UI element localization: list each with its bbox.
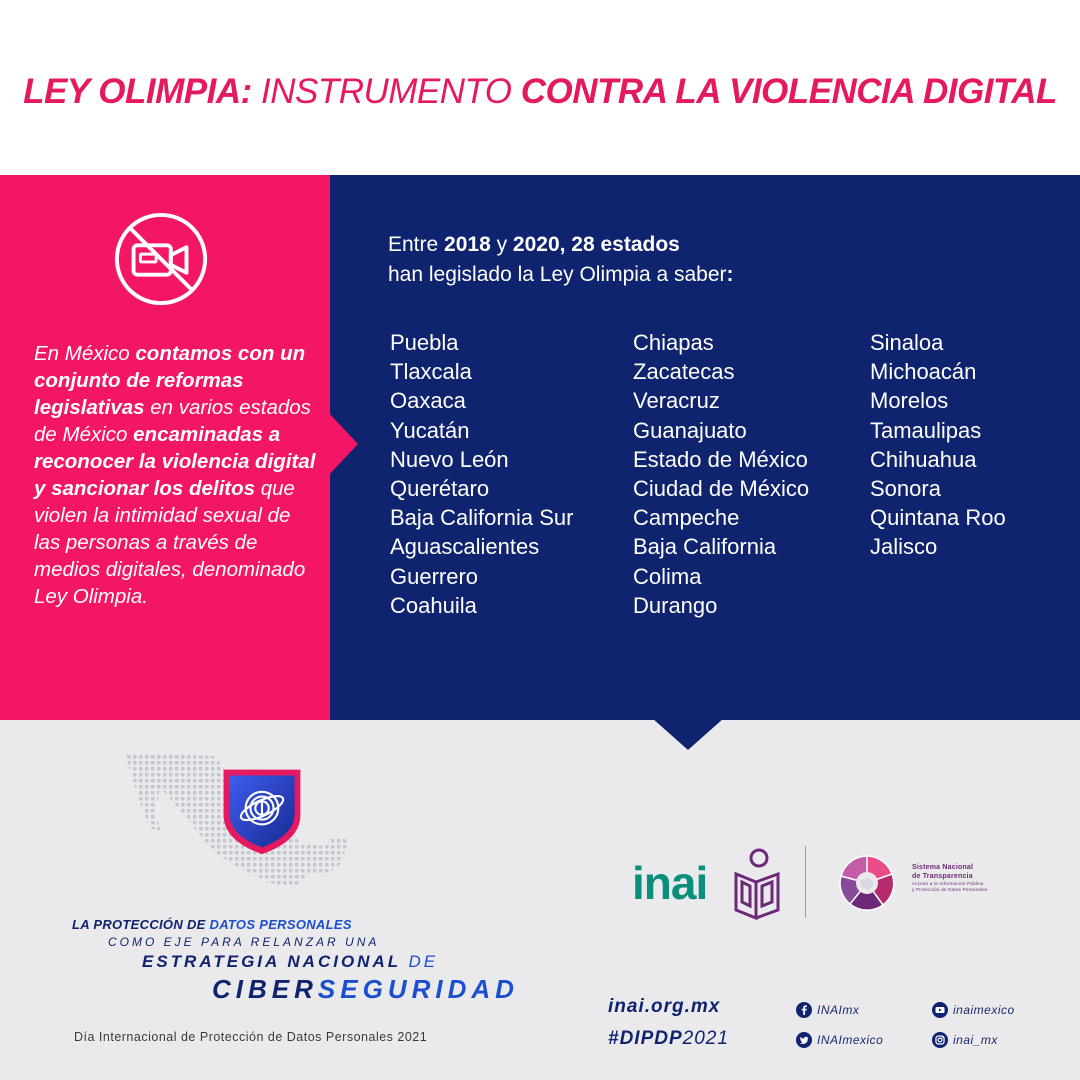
state-item: Campeche bbox=[633, 505, 740, 531]
intro-a: Entre bbox=[388, 233, 445, 256]
snt-line-3: Acceso a la Información Pública bbox=[912, 881, 984, 886]
blue-panel-pointer bbox=[652, 718, 724, 750]
state-item: Coahuila bbox=[390, 592, 477, 618]
state-item: Chiapas bbox=[633, 330, 714, 355]
left-text-4: encaminadas a reconocer la violencia digital y sancionar los delitos bbox=[34, 423, 316, 500]
title-part-2: INSTRUMENTO bbox=[251, 72, 521, 111]
youtube-icon bbox=[932, 1002, 948, 1018]
intro-c: y bbox=[490, 233, 513, 256]
twitter-handle: INAImexico bbox=[817, 1033, 884, 1047]
state-item: Morelos bbox=[870, 388, 949, 414]
state-item: Querétaro bbox=[390, 476, 490, 502]
state-item: Colima bbox=[633, 563, 702, 589]
intro-f: : bbox=[726, 263, 734, 286]
state-item: Guanajuato bbox=[633, 417, 747, 443]
youtube-handle: inaimexico bbox=[953, 1003, 1015, 1017]
intro-e: han legislado la Ley Olimpia a saber bbox=[388, 263, 727, 286]
hashtag bbox=[608, 1028, 729, 1050]
state-item: Ciudad de México bbox=[633, 476, 810, 502]
day-caption: Día Internacional de Protección de Datos Personales 2021 bbox=[74, 1030, 428, 1044]
state-item: Yucatán bbox=[390, 417, 470, 443]
title-part-1: LEY OLIMPIA: bbox=[23, 72, 252, 111]
page-title bbox=[0, 72, 1080, 112]
state-item: Veracruz bbox=[633, 388, 720, 414]
fingerprint-shield-icon bbox=[214, 762, 310, 858]
no-camera-icon bbox=[112, 210, 210, 308]
state-item: Sinaloa bbox=[870, 330, 944, 355]
inai-wordmark: inai bbox=[632, 857, 708, 909]
instagram-handle: inai_mx bbox=[953, 1033, 998, 1047]
twitter-link[interactable] bbox=[796, 1032, 883, 1048]
facebook-icon bbox=[796, 1002, 812, 1018]
state-item: Quintana Roo bbox=[870, 505, 1006, 531]
states-intro bbox=[388, 230, 734, 290]
pink-panel-pointer bbox=[328, 412, 358, 476]
website-link[interactable]: inai.org.mx bbox=[608, 996, 721, 1017]
instagram-link[interactable] bbox=[932, 1032, 998, 1048]
state-item: Sonora bbox=[870, 476, 941, 502]
state-item: Estado de México bbox=[633, 446, 808, 472]
campaign-line-1a: LA PROTECCIÓN DE bbox=[72, 917, 210, 932]
state-item: Baja California bbox=[633, 534, 777, 560]
state-item: Guerrero bbox=[390, 563, 479, 589]
campaign-line-3a: ESTRATEGIA NACIONAL bbox=[142, 952, 409, 971]
state-item: Aguascalientes bbox=[390, 534, 540, 560]
left-panel-text bbox=[34, 340, 319, 610]
campaign-line-1 bbox=[72, 917, 632, 932]
state-item: Jalisco bbox=[870, 534, 938, 560]
instagram-icon bbox=[932, 1032, 948, 1048]
states-column-1 bbox=[390, 328, 573, 620]
intro-line-1 bbox=[388, 230, 734, 260]
hashtag-b: 2021 bbox=[682, 1028, 729, 1049]
snt-name bbox=[912, 864, 988, 893]
state-item: Tamaulipas bbox=[870, 417, 982, 443]
state-item: Nuevo León bbox=[390, 446, 509, 472]
youtube-link[interactable] bbox=[932, 1002, 1015, 1018]
logo-divider bbox=[805, 846, 806, 918]
state-item: Chihuahua bbox=[870, 446, 977, 472]
state-item: Tlaxcala bbox=[390, 359, 472, 385]
facebook-handle: INAImx bbox=[817, 1003, 860, 1017]
campaign-line-2: COMO EJE PARA RELANZAR UNA bbox=[108, 935, 380, 949]
left-text-5: que violen la intimidad sexual de las personas a través de medios digitales, denominado Ley Olimpia. bbox=[34, 477, 306, 608]
state-item: Oaxaca bbox=[390, 388, 466, 414]
inai-figure-icon bbox=[732, 848, 782, 920]
state-item: Baja California Sur bbox=[390, 505, 574, 531]
snt-line-2: de Transparencia bbox=[912, 872, 973, 880]
state-item: Puebla bbox=[390, 330, 459, 355]
states-column-2 bbox=[633, 328, 809, 620]
snt-line-1: Sistema Nacional bbox=[912, 864, 974, 871]
left-text-2: contamos con un conjunto de reformas legislativas bbox=[34, 342, 306, 419]
title-part-3: CONTRA LA VIOLENCIA DIGITAL bbox=[520, 72, 1057, 111]
intro-b: 2018 bbox=[444, 233, 491, 256]
campaign-line-3b: DE bbox=[408, 952, 439, 971]
snt-line-4: y Protección de Datos Personales bbox=[912, 887, 988, 892]
campaign-line-4a: CIBER bbox=[212, 974, 318, 1004]
twitter-icon bbox=[796, 1032, 812, 1048]
intro-d: 2020, 28 estados bbox=[512, 233, 680, 256]
intro-line-2 bbox=[388, 260, 734, 290]
snt-logo-icon bbox=[836, 852, 898, 914]
states-column-3 bbox=[870, 328, 1006, 562]
state-item: Durango bbox=[633, 592, 718, 618]
campaign-line-1b: DATOS PERSONALES bbox=[209, 917, 352, 932]
facebook-link[interactable] bbox=[796, 1002, 859, 1018]
campaign-line-4b: SEGURIDAD bbox=[317, 974, 519, 1004]
left-text-1: En México bbox=[34, 342, 136, 365]
hashtag-a: #DIPDP bbox=[608, 1028, 683, 1049]
left-text-3: en varios estados de México bbox=[34, 396, 311, 446]
campaign-line-3 bbox=[142, 952, 702, 972]
state-item: Zacatecas bbox=[633, 359, 735, 385]
state-item: Michoacán bbox=[870, 359, 977, 385]
